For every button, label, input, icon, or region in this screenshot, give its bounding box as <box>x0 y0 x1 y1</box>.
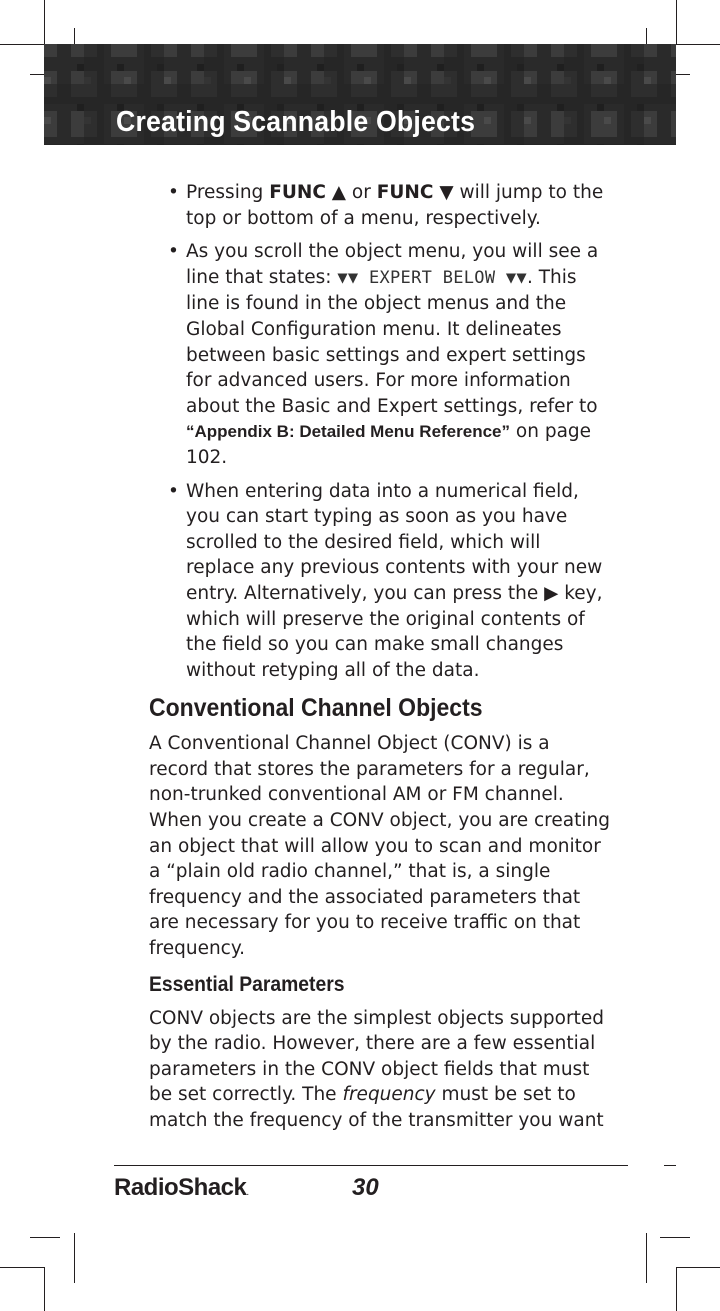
section-heading: Conventional Channel Objects <box>149 694 483 723</box>
text: will jump to the top or bottom of a menu, respectively. <box>186 182 604 229</box>
logo-text: RadioShack <box>114 1174 247 1201</box>
header-banner <box>44 44 676 145</box>
down-arrow-icon: ▼ <box>433 182 454 203</box>
list-item <box>149 180 613 231</box>
text: As you scroll the object menu, you will see a line that states: <box>186 241 599 288</box>
bullet-icon: • <box>168 241 179 263</box>
text: CONV objects are the simplest objects supported by the radio. However, there are a few essential parameters in the CONV object fields that must be set correctly. The <box>149 1007 604 1106</box>
tips-list <box>149 180 613 683</box>
list-item <box>149 239 613 470</box>
func-key-label: FUNC <box>269 182 326 203</box>
crop-mark <box>664 1165 676 1166</box>
crop-mark <box>646 1233 647 1283</box>
text: key, which will preserve the original contents of the field so you can make small changes without retyping all of the data. <box>186 582 603 681</box>
text: Pressing <box>186 182 270 203</box>
crop-mark <box>676 0 677 44</box>
subsection-paragraph <box>149 1006 613 1134</box>
crop-mark <box>44 1267 45 1311</box>
text: When entering data into a numerical field, you can start typing as soon as you have scrolled to the desired field, which will replace any previous contents with your new entry. Alternatively, you can press the <box>186 480 603 604</box>
right-arrow-icon: ▶ <box>544 582 559 604</box>
subsection-heading: Essential Parameters <box>149 972 345 996</box>
emphasis: frequency <box>342 1084 436 1106</box>
crop-mark <box>0 1267 44 1268</box>
crop-mark <box>0 44 44 45</box>
up-arrow-icon: ▲ <box>325 182 347 203</box>
page-number: 30 <box>352 1174 379 1201</box>
section-paragraph: A Conventional Channel Object (CONV) is a record that stores the parameters for a regular, non-trunked conventional AM or FM channel. When you create a CONV object, you are creating an object that will allow you to scan and monitor a “plain old radio channel,” that is, a single frequency and the associated parameters that are necessary for you to receive traffic on that frequency. <box>149 733 610 960</box>
crop-mark <box>676 44 720 45</box>
crop-mark <box>676 1267 677 1311</box>
list-item <box>149 479 613 684</box>
page-content <box>149 180 613 1140</box>
crop-mark <box>74 1233 75 1283</box>
bullet-icon: • <box>168 182 179 203</box>
crop-mark <box>660 1237 690 1238</box>
text: must be set to match the frequency of the transmitter you want <box>149 1084 604 1131</box>
display-text: ▼▼ EXPERT BELOW ▼▼ <box>337 267 527 288</box>
text: on page 102. <box>186 421 592 468</box>
text: or <box>346 182 377 203</box>
page-title: Creating Scannable Objects <box>116 106 476 138</box>
text: . This line is found in the object menus and the Global Configuration menu. It delineates between basic settings and expert settings for advanced users. For more information about the Basic and Expert settings, refer to <box>186 266 598 417</box>
func-key-label: FUNC <box>376 182 434 203</box>
crop-mark <box>44 0 45 44</box>
bullet-icon: • <box>168 480 179 502</box>
crop-mark <box>676 1267 720 1268</box>
logo-mark: . <box>246 1187 249 1198</box>
crop-mark <box>30 1237 60 1238</box>
radioshack-logo <box>114 1174 249 1202</box>
footer-rule <box>114 1165 628 1166</box>
cross-reference: “Appendix B: Detailed Menu Reference” <box>186 422 511 442</box>
